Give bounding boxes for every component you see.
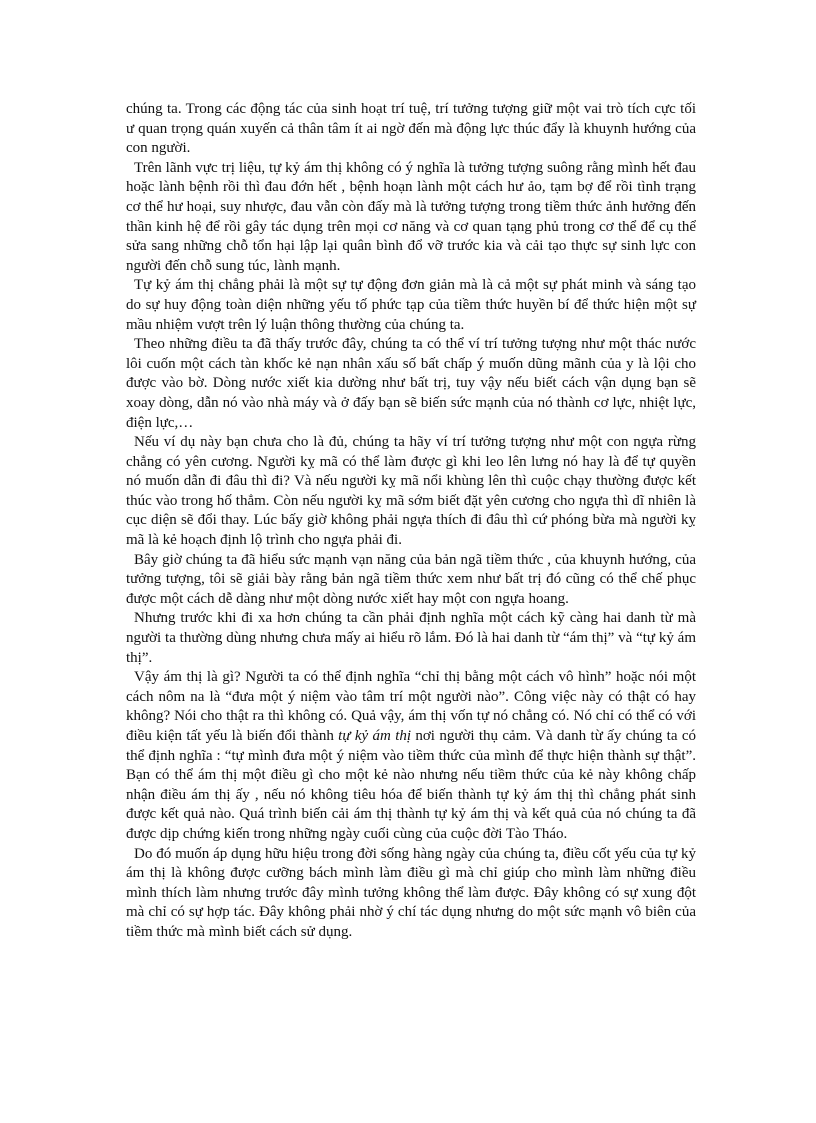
paragraph-2: Trên lãnh vực trị liệu, tự kỷ ám thị không có ý nghĩa là tưởng tượng suông rằng mình hết đau hoặc lành bệnh rồi thì đau đớn hết , bệnh hoạn lành một cách hư ảo, tạm bợ để rồi tình trạng cơ thể hư hoại, suy nhược, đau vẫn còn đấy mà là tưởng tượng trong tiềm thức ảnh hưởng đến thần kinh hệ để rồi gây tác dụng trên mọi cơ năng và cơ quan tạng phủ trong cơ thể để cụ thể sửa sang những chỗ tổn hại lập lại quân bình đổ vỡ trước kia và cải tạo thực sự sinh lực con người đến chỗ sung túc, lành mạnh. [126,159,696,274]
paragraph-8 [126,668,696,844]
document-page [126,100,696,943]
paragraph-4: Theo những điều ta đã thấy trước đây, chúng ta có thể ví trí tưởng tượng như một thác nước lôi cuốn một cách tàn khốc kẻ nạn nhân xấu số bất chấp ý muốn dũng mãnh của y là lội cho được vào bờ. Dòng nước xiết kia dường như bất trị, tuy vậy nếu biết cách vận dụng bạn sẽ xoay dòng, dẫn nó vào nhà máy và ở đấy bạn sẽ biến sức mạnh của nó thành cơ lực, nhiệt lực, điện lực,… [126,336,696,431]
paragraph-6: Bây giờ chúng ta đã hiểu sức mạnh vạn năng của bản ngã tiềm thức , của khuynh hướng, của tưởng tượng, tôi sẽ giải bày rằng bản ngã tiềm thức xem như bất trị đó cũng có thể chế phục được một cách dễ dàng như một dòng nước xiết hay một con ngựa hoang. [126,551,696,607]
paragraph-5: Nếu ví dụ này bạn chưa cho là đủ, chúng ta hãy ví trí tưởng tượng như một con ngựa rừng chẳng có yên cương. Người kỵ mã có thể làm được gì khi leo lên lưng nó hay là để tự quyền nó muốn dẫn đi đâu thì đi? Và nếu người kỵ mã nổi khùng lên thì cuộc chạy thường được kết thúc vào trong hố thẳm. Còn nếu người kỵ mã sớm biết đặt yên cương cho ngựa thì dĩ nhiên là cục diện sẽ đổi thay. Lúc bấy giờ không phải ngựa thích đi đâu thì cứ phóng bừa mà người kỵ mã là kẻ hoạch định lộ trình cho ngựa phải đi. [126,434,696,549]
paragraph-1: chúng ta. Trong các động tác của sinh hoạt trí tuệ, trí tưởng tượng giữ một vai trò tích cực tối ư quan trọng quán xuyến cả thân tâm ít ai ngờ đến mà động lực thúc đẩy là khuynh hướng của con người. [126,101,696,157]
paragraph-8-italic-term: tự kỷ ám thị [338,728,412,744]
paragraph-7: Nhưng trước khi đi xa hơn chúng ta cần phải định nghĩa một cách kỹ càng hai danh từ mà người ta thường dùng nhưng chưa mấy ai hiểu rõ lắm. Đó là hai danh từ “ám thị” và “tự kỷ ám thị”. [126,610,696,666]
paragraph-3: Tự kỷ ám thị chẳng phải là một sự tự động đơn giản mà là cả một sự phát minh và sáng tạo do sự huy động toàn diện những yếu tố phức tạp của tiềm thức huyền bí để thức hiện một sự mầu nhiệm vượt trên lý luận thông thường của chúng ta. [126,277,696,333]
paragraph-8-text-after: nơi người thụ cảm. Và danh từ ấy chúng ta có thể định nghĩa : “tự mình đưa một ý niệm vào tiềm thức của mình để thực hiện thành sự thật”. Bạn có thể ám thị một điều gì cho một kẻ nào nhưng nếu tiềm thức của kẻ này không chấp nhận điều ám thị ấy , nếu nó không tiêu hóa để biến thành tự kỷ ám thị thì chẳng phát sinh được kết quả nào. Quá trình biến cải ám thị thành tự kỷ ám thị và kết quả của nó chúng ta đã được dịp chứng kiến trong những ngày cuối cùng của cuộc đời Tào Tháo. [126,728,696,842]
paragraph-9: Do đó muốn áp dụng hữu hiệu trong đời sống hàng ngày của chúng ta, điều cốt yếu của tự kỷ ám thị là không được cưỡng bách mình làm điều gì mà chỉ giúp cho mình làm những điều mình thích làm nhưng trước đây mình tưởng không thể làm được. Đây không có sự xung đột mà chỉ có sự hợp tác. Đây không phải nhờ ý chí tác dụng nhưng do một sức mạnh vô biên của tiềm thức mà mình biết cách sử dụng. [126,845,696,940]
paragraph-8-text-before: Vậy ám thị là gì? Người ta có thể định nghĩa “chỉ thị bằng một cách vô hình” hoặc nói một cách nôm na là “đưa một ý niệm vào tâm trí một người nào”. Công việc này có thật có hay không? Nói cho thật ra thì không có. Quả vậy, ám thị vốn tự nó chẳng có. Nó chỉ có thể có với điều kiện tất yếu là biến đổi thành [126,669,696,744]
